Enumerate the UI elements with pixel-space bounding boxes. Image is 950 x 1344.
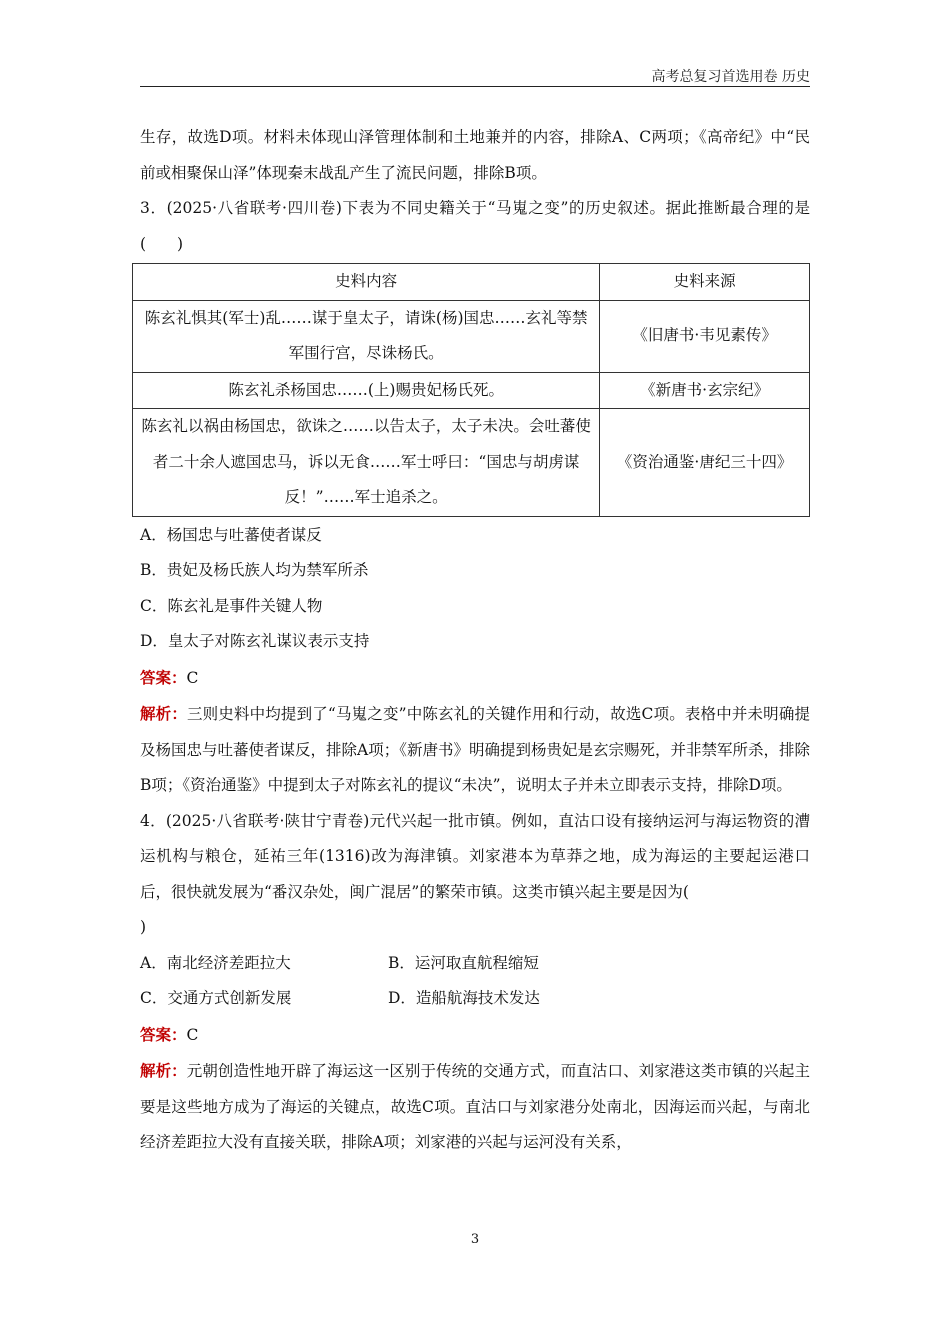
analysis-label: 解析： xyxy=(140,1061,187,1080)
question-4-stem-tail: ) xyxy=(140,918,147,936)
q3-option-b: B．贵妃及杨氏族人均为禁军所杀 xyxy=(140,561,369,579)
q3-option-a: A．杨国忠与吐蕃使者谋反 xyxy=(140,525,322,544)
table-cell-source: 《旧唐书·韦见素传》 xyxy=(600,300,810,372)
analysis-text: 三则史料中均提到了“马嵬之变”中陈玄礼的关键作用和行动，故选C项。表格中并未明确提及杨国忠与吐蕃使者谋反，排除A项；《新唐书》明确提到杨贵妃是玄宗赐死，并非禁军所杀，排除B项；《资治通鉴》中提到太子对陈玄礼的提议“未决”，说明太子并未立即表示支持，排除D项。 xyxy=(140,705,810,794)
table-cell-source: 《资治通鉴·唐纪三十四》 xyxy=(600,409,810,517)
q4-options-row-1 xyxy=(140,946,810,982)
q4-answer xyxy=(140,1017,810,1054)
analysis-text: 元朝创造性地开辟了海运这一区别于传统的交通方式，而直沽口、刘家港这类市镇的兴起主要是这些地方成为了海运的关键点，故选C项。直沽口与刘家港分处南北，因海运而兴起，与南北经济差距拉大没有直接关联，排除A项；刘家港的兴起与运河没有关系， xyxy=(140,1062,810,1151)
page-number: 3 xyxy=(470,1232,480,1247)
q3-option-d: D．皇太子对陈玄礼谋议表示支持 xyxy=(140,632,370,650)
question-3-stem: 3．(2025·八省联考·四川卷)下表为不同史籍关于“马嵬之变”的历史叙述。据此推断最合理的是( ) xyxy=(140,199,810,253)
table-header-row xyxy=(133,264,810,301)
table-header-cell: 史料内容 xyxy=(133,264,600,301)
table-cell-source: 《新唐书·玄宗纪》 xyxy=(600,372,810,409)
q4-option-a: A．南北经济差距拉大 xyxy=(140,953,291,972)
table-header-cell: 史料来源 xyxy=(600,264,810,301)
table-cell-content: 陈玄礼以祸由杨国忠，欲诛之……以告太子，太子未决。会吐蕃使者二十余人遮国忠马，诉以无食……军士呼曰：“国忠与胡虏谋反！”……军士追杀之。 xyxy=(133,409,600,517)
q4-analysis xyxy=(140,1053,810,1161)
q4-option-b: B．运河取直航程缩短 xyxy=(388,953,539,972)
page-content xyxy=(140,120,810,1161)
table-row xyxy=(133,300,810,372)
analysis-label: 解析： xyxy=(140,704,187,723)
header-divider xyxy=(140,86,810,87)
table-cell-content: 陈玄礼杀杨国忠……(上)赐贵妃杨氏死。 xyxy=(133,372,600,409)
q3-option-c: C．陈玄礼是事件关键人物 xyxy=(140,596,323,615)
q3-answer xyxy=(140,660,810,697)
answer-value: C xyxy=(186,668,199,687)
answer-label: 答案： xyxy=(140,667,187,687)
q4-option-c: C．交通方式创新发展 xyxy=(140,989,292,1007)
q3-analysis xyxy=(140,696,810,804)
answer-value: C xyxy=(186,1025,199,1044)
table-row xyxy=(133,372,810,409)
answer-label: 答案： xyxy=(140,1024,187,1044)
table-cell-content: 陈玄礼惧其(军士)乱……谋于皇太子，请诛(杨)国忠……玄礼等禁军围行宫，尽诛杨氏。 xyxy=(133,300,600,372)
question-4-stem: 4．(2025·八省联考·陕甘宁青卷)元代兴起一批市镇。例如，直沽口设有接纳运河与海运物资的漕运机构与粮仓，延祐三年(1316)改为海津镇。刘家港本为草莽之地，成为海运的主要起运港口后，很快就发展为“番汉杂处，闽广混居”的繁荣市镇。这类市镇兴起主要是因为( xyxy=(140,811,810,901)
source-table xyxy=(132,263,810,517)
q4-option-d: D．造船航海技术发达 xyxy=(388,989,540,1007)
page-header: 高考总复习首选用卷 历史 xyxy=(651,69,810,85)
table-row xyxy=(133,409,810,517)
continuation-paragraph: 生存，故选D项。材料未体现山泽管理体制和土地兼并的内容，排除A、C两项；《高帝纪》中“民前或相聚保山泽”体现秦末战乱产生了流民问题，排除B项。 xyxy=(140,128,810,182)
q4-options-row-2 xyxy=(140,981,810,1017)
